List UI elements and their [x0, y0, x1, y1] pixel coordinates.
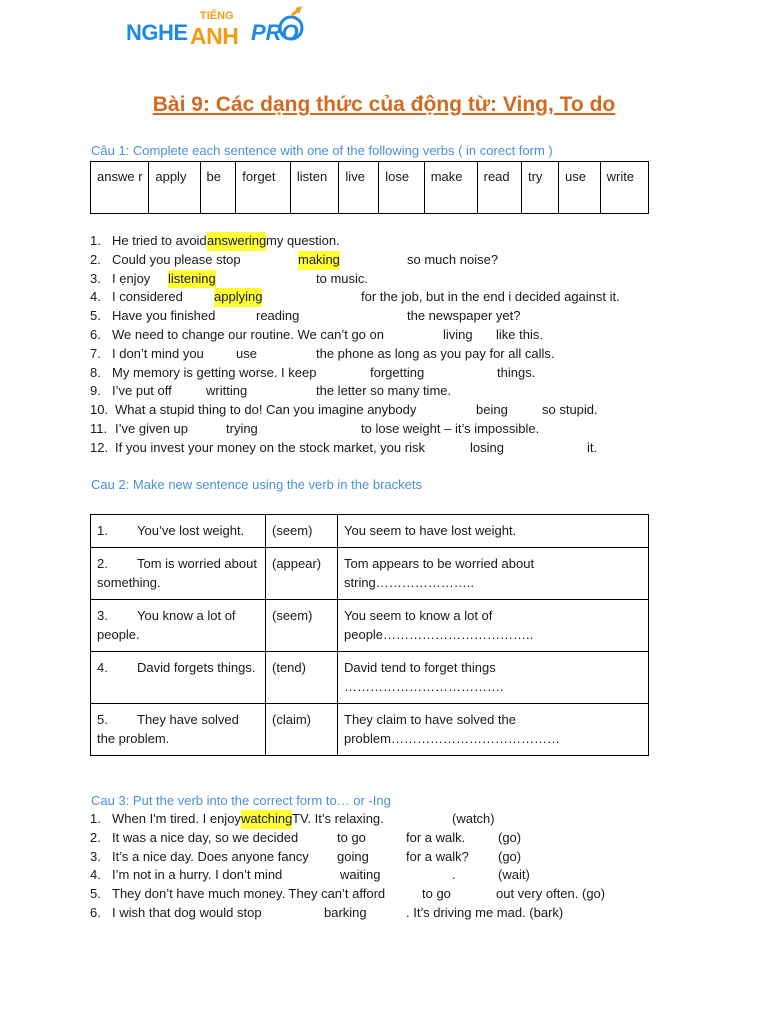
- sentence-text: . It’s driving me mad. (bark): [406, 904, 564, 920]
- verb-cell: make: [424, 162, 477, 214]
- verb-hint-cell: (claim): [266, 704, 338, 756]
- sentence-text: my question.: [266, 233, 340, 248]
- sentence-text: losing: [470, 439, 504, 455]
- item-number: 4.: [90, 867, 101, 883]
- sentence-text: Have you finished: [112, 308, 216, 324]
- sentence-text: like this.: [496, 326, 543, 342]
- sentence-text: Could you please stop: [112, 251, 241, 267]
- row-number: 5.: [97, 712, 108, 727]
- sentence-text: I’ve given up: [115, 420, 188, 436]
- verb-bank-row: [91, 162, 649, 214]
- highlighted-answer: answering: [207, 232, 266, 251]
- sentence-text: so much noise?: [407, 251, 499, 267]
- item-number: 10.: [90, 402, 109, 418]
- sentence-text: living: [443, 326, 473, 342]
- answer-cell: David tend to forget things ……………………………….: [338, 652, 649, 704]
- sentence-text: forgetting: [370, 364, 425, 380]
- sentence-text: (go): [498, 848, 522, 864]
- verb-cell: try: [521, 162, 558, 214]
- sentence-text: the newspaper yet?: [407, 308, 521, 324]
- prompt-sentence: They have solved the problem.: [97, 712, 239, 746]
- sentence-text: use: [236, 345, 257, 361]
- table-row: [91, 652, 649, 704]
- sentence-text: .: [452, 867, 456, 883]
- sentence-text: to lose weight – it’s impossible.: [361, 420, 540, 436]
- sentence-text: barking: [324, 904, 367, 920]
- prompt-sentence-cell: [91, 704, 266, 756]
- item-number: 11.: [90, 420, 108, 436]
- sentence-text: I wish that dog would stop: [112, 904, 262, 920]
- verb-cell: listen: [290, 162, 339, 214]
- verb-cell: use: [559, 162, 601, 214]
- table-row: [91, 515, 649, 548]
- prompt-sentence: Tom is worried about something.: [97, 556, 257, 590]
- item-number: 6.: [90, 904, 101, 920]
- item-number: 6.: [90, 326, 101, 342]
- sentence-text: (wait): [498, 867, 530, 883]
- sentence-text: They don’t have much money. They can’t afford: [112, 886, 386, 902]
- logo-word-nghe: NGHE: [126, 20, 188, 45]
- sentence-text: the phone as long as you pay for all calls.: [316, 345, 555, 361]
- sentence-text: out very often. (go): [496, 886, 606, 902]
- verb-bank-table: [90, 161, 649, 214]
- prompt-sentence: You know a lot of people.: [97, 608, 236, 642]
- section1-heading: Câu 1: Complete each sentence with one of the following verbs ( in corect form ): [91, 143, 553, 158]
- headphone-icon: [274, 4, 308, 44]
- sentence-text: When I'm tired. I enjoy: [112, 811, 241, 826]
- sentence-text: If you invest your money on the stock market, you risk: [115, 439, 425, 455]
- sentence-text: writting: [206, 383, 248, 399]
- item-number: 9.: [90, 383, 101, 399]
- row-number: 4.: [97, 660, 108, 675]
- sentence-text: to music.: [316, 270, 369, 286]
- verb-hint-cell: (seem): [266, 600, 338, 652]
- table-row: [91, 600, 649, 652]
- sentence-text: to go: [422, 886, 451, 902]
- sentence-text: I’m not in a hurry. I don’t mind: [112, 867, 283, 883]
- sentence-text: the letter so many time.: [316, 383, 452, 399]
- verb-cell: answe r: [91, 162, 149, 214]
- verb-hint-cell: (seem): [266, 515, 338, 548]
- row-number: 1.: [97, 523, 108, 538]
- sentence-text: What a stupid thing to do! Can you imagine anybody: [115, 402, 417, 418]
- item-number: 4.: [90, 289, 101, 305]
- prompt-sentence: David forgets things.: [137, 660, 256, 675]
- sentence-text: It was a nice day, so we decided: [112, 829, 299, 845]
- verb-cell: be: [200, 162, 236, 214]
- item-number: 8.: [90, 364, 101, 380]
- row-number: 3.: [97, 608, 108, 623]
- sentence-text: so stupid.: [542, 402, 598, 418]
- sentence-text: It’s a nice day. Does anyone fancy: [112, 848, 309, 864]
- sentence-text: I’ve put off: [112, 383, 172, 399]
- sentence-text: trying: [226, 420, 258, 436]
- sentence-text: going: [337, 848, 369, 864]
- prompt-sentence-cell: [91, 548, 266, 600]
- item-number: 5.: [90, 308, 101, 324]
- table-row: [91, 548, 649, 600]
- sentence-text: (watch): [452, 811, 495, 826]
- verb-hint-cell: (tend): [266, 652, 338, 704]
- item-number: 3.: [90, 848, 101, 864]
- sentence-text: to go: [337, 829, 366, 845]
- sentence-text: being: [476, 402, 508, 418]
- item-number: 1.: [90, 233, 101, 248]
- highlighted-answer: watching: [241, 810, 292, 829]
- sentence-text: waiting: [340, 867, 381, 883]
- prompt-sentence-cell: [91, 515, 266, 548]
- highlighted-answer: applying: [214, 288, 262, 307]
- section3-heading: Cau 3: Put the verb into the correct form to… or -Ing: [91, 793, 391, 808]
- brand-logo: [124, 2, 324, 56]
- item-number: 12.: [90, 439, 109, 455]
- verb-cell: apply: [149, 162, 200, 214]
- sentence-text: I considered: [112, 289, 183, 305]
- item-number: 7.: [90, 345, 101, 361]
- sentence-text: reading: [256, 308, 300, 324]
- sentence-text: I don’t mind you: [112, 345, 204, 361]
- page-title: Bài 9: Các dạng thức của động từ: Ving, To do: [152, 93, 616, 116]
- sentence-text: I ẹnjoy: [112, 270, 151, 286]
- prompt-sentence-cell: [91, 600, 266, 652]
- verb-cell: write: [600, 162, 648, 214]
- sentence-text: for a walk.: [406, 829, 466, 845]
- section2-heading: Cau 2: Make new sentence using the verb in the brackets: [91, 477, 422, 492]
- sentence-text: (go): [498, 829, 522, 845]
- logo-word-pro: PRO: [251, 20, 299, 45]
- sentence-text: for a walk?: [406, 848, 469, 864]
- sentence-text: My memory is getting worse. I keep: [112, 364, 317, 380]
- sentence-text: it.: [587, 439, 598, 455]
- table-row: [91, 704, 649, 756]
- logo-word-anh: ANH: [190, 23, 239, 49]
- item-number: 2.: [90, 251, 101, 267]
- sentence-text: TV. It’s relaxing.: [292, 811, 384, 826]
- sentence-text: things.: [497, 364, 536, 380]
- answer-cell: You seem to have lost weight.: [338, 515, 649, 548]
- highlighted-answer: making: [298, 251, 340, 270]
- verb-cell: read: [477, 162, 521, 214]
- logo-word-tieng: TIẾNG: [200, 10, 234, 22]
- answer-cell: They claim to have solved the problem…………………………………: [338, 704, 649, 756]
- prompt-sentence-cell: [91, 652, 266, 704]
- highlighted-answer: listening: [168, 270, 216, 289]
- answer-cell: Tom appears to be worried about string…………………..: [338, 548, 649, 600]
- row-number: 2.: [97, 556, 108, 571]
- sentence-text: for the job, but in the end i decided against it.: [361, 289, 620, 305]
- item-number: 3.: [90, 270, 101, 286]
- item-number: 1.: [90, 811, 101, 826]
- answer-cell: You seem to know a lot of people……………………………..: [338, 600, 649, 652]
- prompt-sentence: You’ve lost weight.: [137, 523, 245, 538]
- section2-table: [90, 514, 649, 756]
- sentence-text: We need to change our routine. We can’t go on: [112, 326, 384, 342]
- verb-cell: live: [339, 162, 379, 214]
- sentence-text: He tried to avoid: [112, 233, 207, 248]
- verb-hint-cell: (appear): [266, 548, 338, 600]
- verb-cell: lose: [379, 162, 424, 214]
- item-number: 5.: [90, 886, 101, 902]
- item-number: 2.: [90, 829, 101, 845]
- verb-cell: forget: [236, 162, 291, 214]
